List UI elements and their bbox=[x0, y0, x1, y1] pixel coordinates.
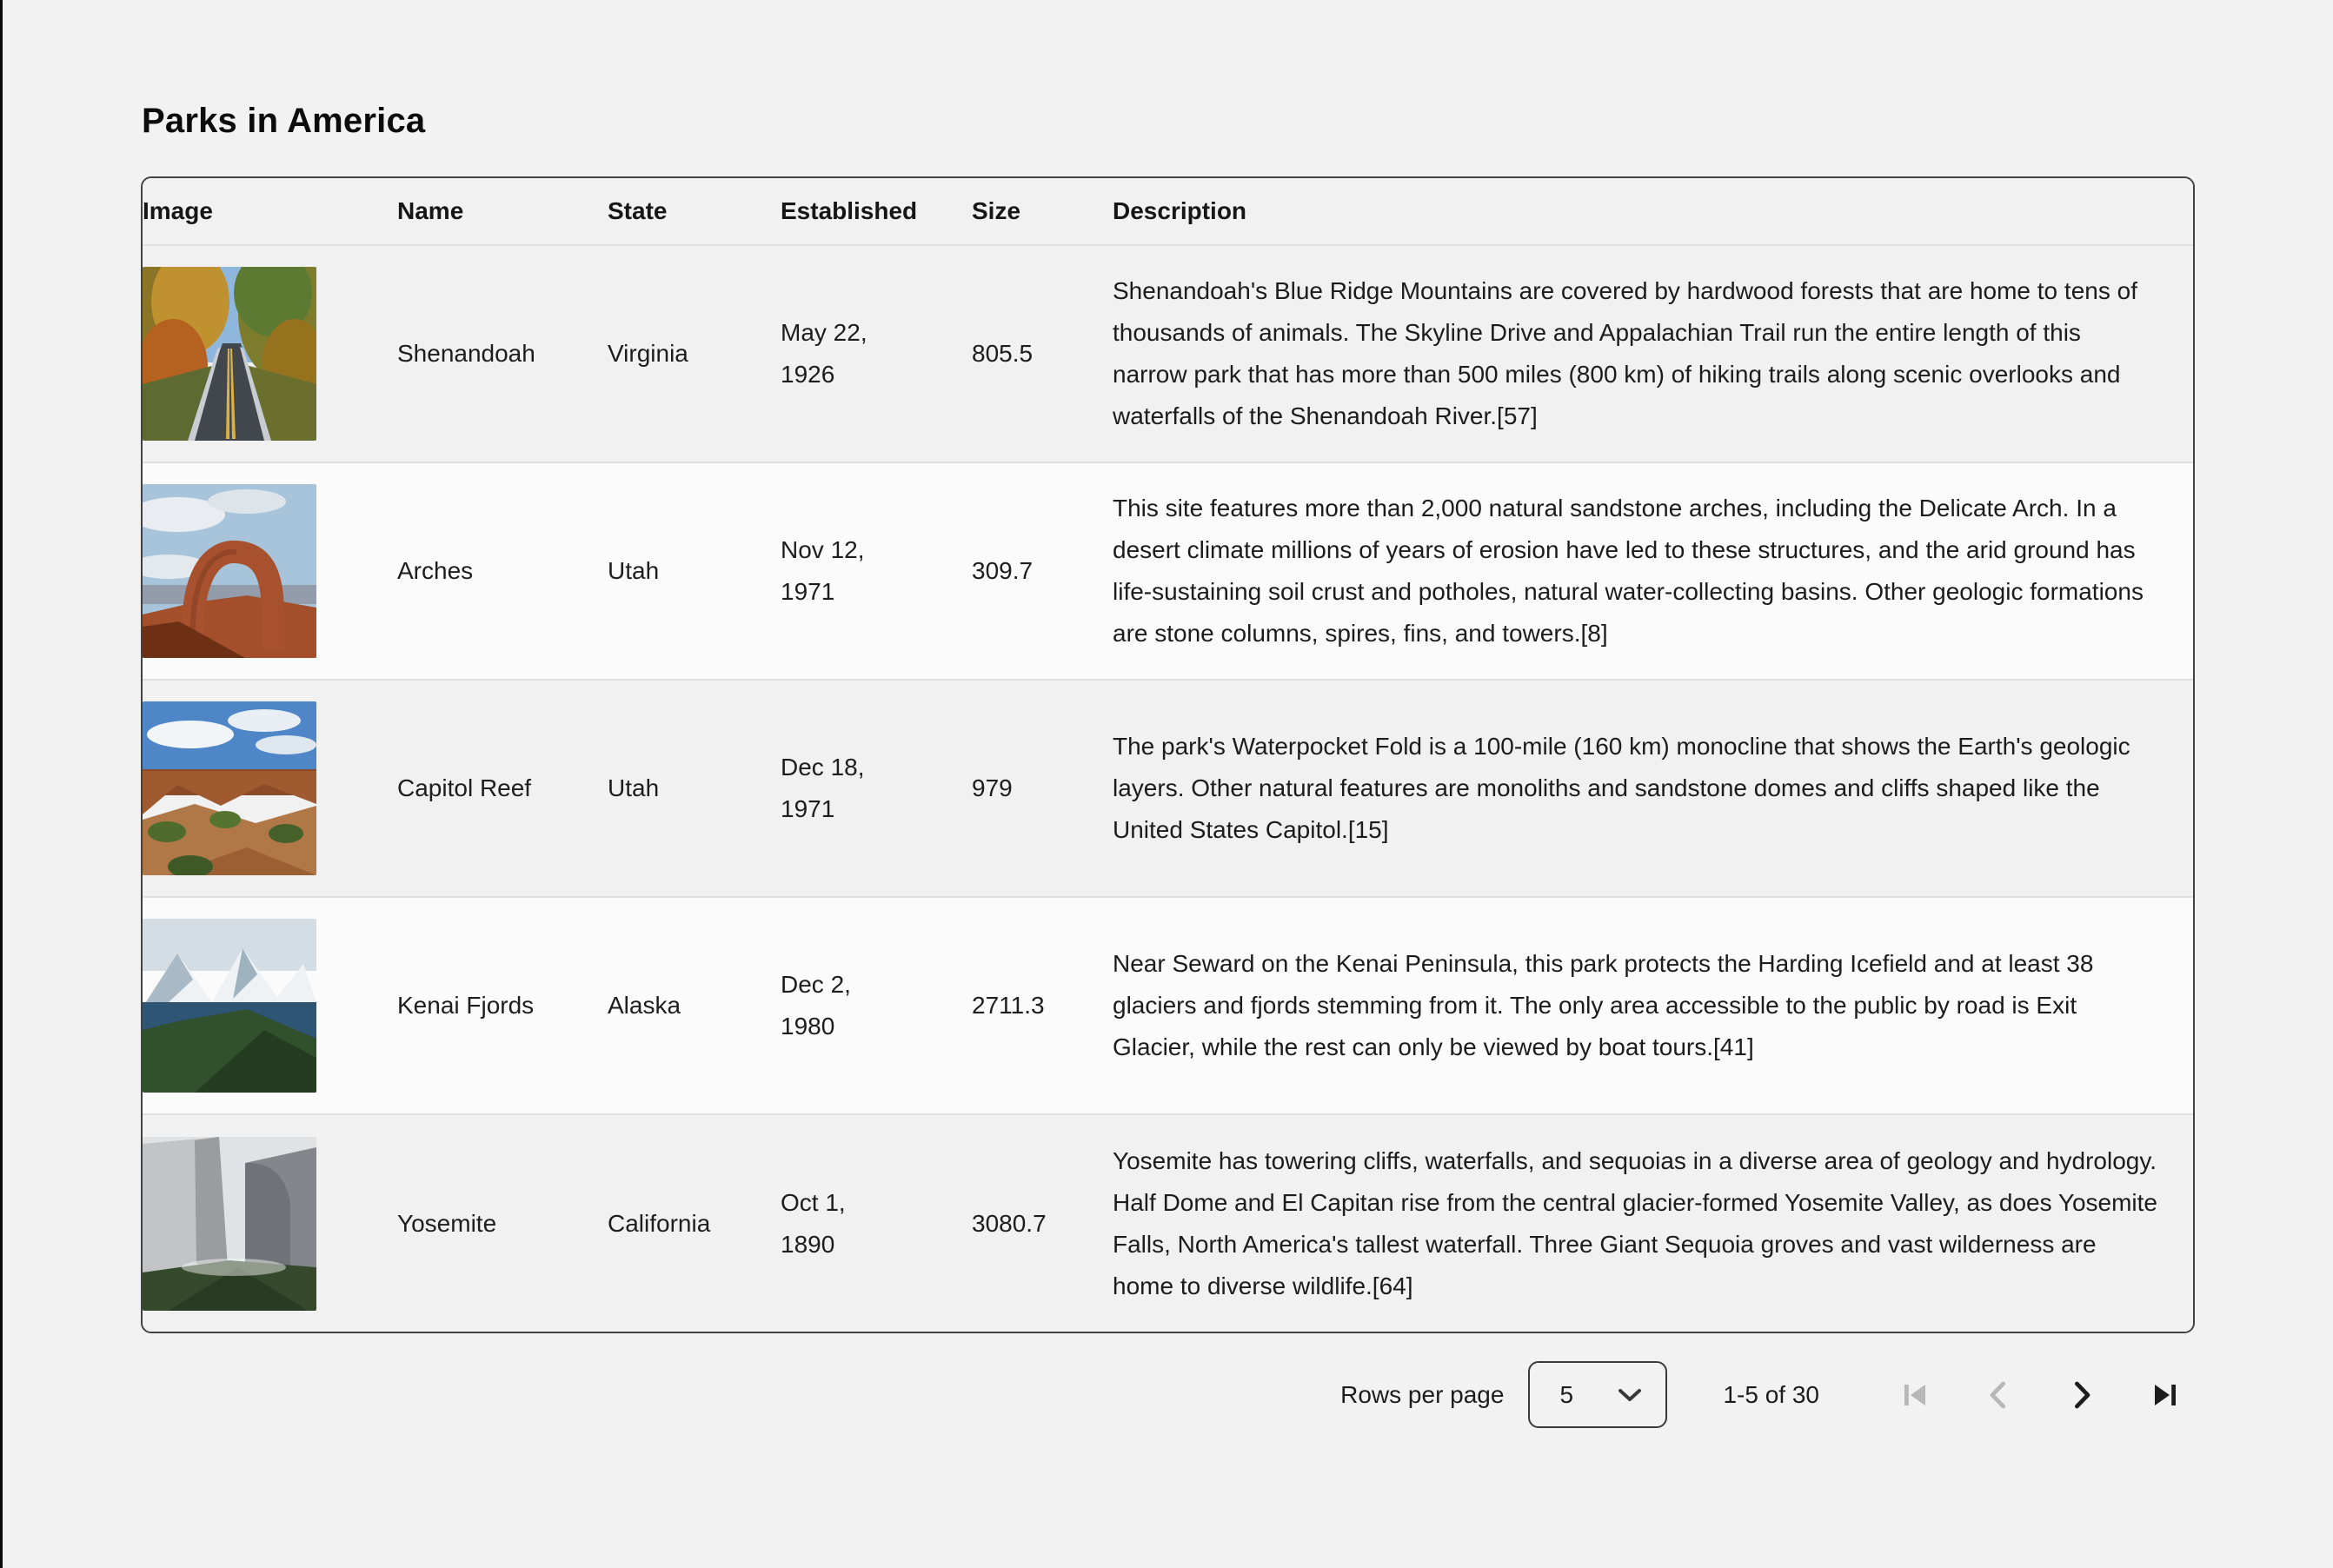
parks-table-card bbox=[141, 176, 2195, 1333]
screen-left-edge bbox=[0, 0, 3, 1568]
parks-table bbox=[143, 178, 2193, 1332]
chevron-down-icon bbox=[1617, 1386, 1643, 1404]
park-size: 3080.7 bbox=[972, 1209, 1047, 1237]
park-name: Arches bbox=[397, 557, 474, 584]
park-state: Utah bbox=[608, 774, 660, 801]
park-state: Alaska bbox=[608, 992, 681, 1019]
first-page-button[interactable] bbox=[1894, 1374, 1936, 1416]
column-header-description: Description bbox=[1113, 197, 1247, 224]
park-size: 2711.3 bbox=[972, 992, 1045, 1019]
park-photo-yosemite bbox=[143, 1137, 316, 1311]
page-range-label: 1-5 of 30 bbox=[1723, 1380, 1819, 1408]
column-header-established: Established bbox=[781, 197, 918, 224]
column-header-size: Size bbox=[972, 197, 1021, 224]
table-header-row bbox=[143, 178, 2193, 245]
rows-per-page-label: Rows per page bbox=[1340, 1380, 1505, 1408]
column-header-image: Image bbox=[143, 197, 213, 224]
park-photo-arches bbox=[143, 484, 316, 658]
chevron-left-icon bbox=[1977, 1374, 2019, 1416]
park-photo-kenai-fjords bbox=[143, 919, 316, 1093]
park-established: Dec 18, 1971 bbox=[781, 754, 865, 822]
park-name: Capitol Reef bbox=[397, 774, 532, 801]
rows-per-page-select[interactable] bbox=[1528, 1361, 1667, 1428]
park-name: Kenai Fjords bbox=[397, 992, 535, 1019]
park-photo-capitol-reef bbox=[143, 701, 316, 875]
table-row bbox=[143, 897, 2193, 1114]
page-title: Parks in America bbox=[142, 102, 426, 140]
park-state: Utah bbox=[608, 557, 660, 584]
park-description: Near Seward on the Kenai Peninsula, this park protects the Harding Icefield and at least 38 glaciers and fjords stemming from it. The only area accessible to the public by road is Exit Glacier, while the rest can only be viewed by boat tours.[41] bbox=[1113, 950, 2094, 1060]
first-page-icon bbox=[1894, 1374, 1936, 1416]
chevron-right-icon bbox=[2061, 1374, 2103, 1416]
park-description: Shenandoah's Blue Ridge Mountains are covered by hardwood forests that are home to tens of thousands of animals. The Skyline Drive and Appalachian Trail run the entire length of this narrow park that has more than 500 miles (800 km) of hiking trails along scenic overlooks and waterfalls of the Shenandoah River.[57] bbox=[1113, 277, 2137, 429]
park-size: 979 bbox=[972, 774, 1013, 801]
park-description: This site features more than 2,000 natural sandstone arches, including the Delicate Arch. In a desert climate millions of years of erosion have led to these structures, and the arid ground has life-sustaining soil crust and potholes, natural water-collecting basins. Other geologic formations are stone columns, spires, fins, and towers.[8] bbox=[1113, 495, 2144, 647]
park-state: Virginia bbox=[608, 340, 688, 367]
park-name: Shenandoah bbox=[397, 340, 535, 367]
park-description: The park's Waterpocket Fold is a 100-mile (160 km) monocline that shows the Earth's geologic layers. Other natural features are monoliths and sandstone domes and cliffs shaped like the United States Capitol.[15] bbox=[1113, 733, 2130, 843]
park-size: 805.5 bbox=[972, 340, 1034, 367]
table-row bbox=[143, 1114, 2193, 1332]
column-header-name: Name bbox=[397, 197, 464, 224]
park-established: May 22, 1926 bbox=[781, 319, 867, 388]
pager-icons bbox=[1894, 1374, 2186, 1416]
park-size: 309.7 bbox=[972, 557, 1034, 584]
column-header-state: State bbox=[608, 197, 668, 224]
park-description: Yosemite has towering cliffs, waterfalls, and sequoias in a diverse area of geology and hydrology. Half Dome and El Capitan rise from the central glacier-formed Yosemite Valley, as does Yosemite Falls, North America's tallest waterfall. Three Giant Sequoia groves and vast wilderness are home to diverse wildlife.[64] bbox=[1113, 1146, 2158, 1299]
previous-page-button[interactable] bbox=[1977, 1374, 2019, 1416]
next-page-button[interactable] bbox=[2061, 1374, 2103, 1416]
park-established: Dec 2, 1980 bbox=[781, 971, 851, 1040]
last-page-button[interactable] bbox=[2144, 1374, 2186, 1416]
park-state: California bbox=[608, 1209, 711, 1237]
table-row bbox=[143, 462, 2193, 680]
pagination-bar bbox=[141, 1361, 2195, 1428]
park-photo-shenandoah bbox=[143, 267, 316, 441]
table-row bbox=[143, 680, 2193, 897]
table-row bbox=[143, 245, 2193, 462]
park-name: Yosemite bbox=[397, 1209, 497, 1237]
park-established: Nov 12, 1971 bbox=[781, 536, 865, 605]
last-page-icon bbox=[2144, 1374, 2186, 1416]
rows-per-page-value: 5 bbox=[1559, 1380, 1574, 1408]
park-established: Oct 1, 1890 bbox=[781, 1188, 846, 1258]
